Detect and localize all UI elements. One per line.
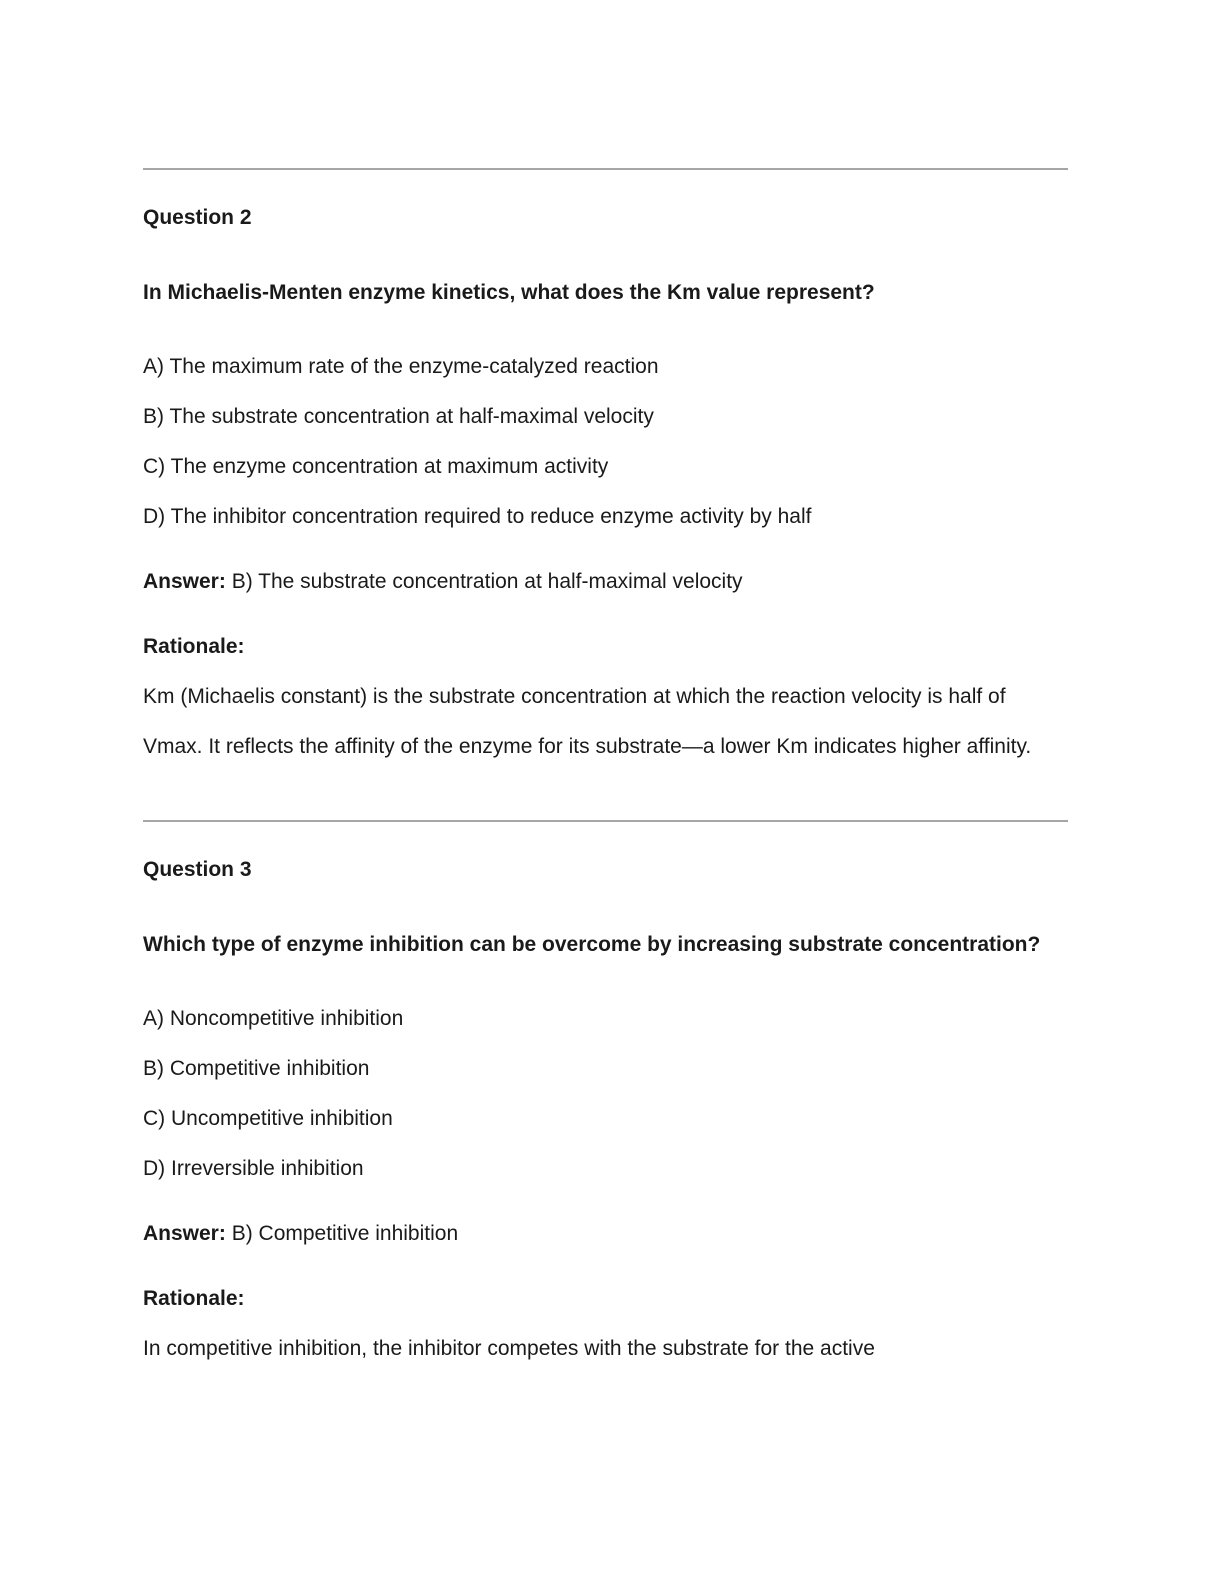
answer-text: B) The substrate concentration at half-maximal velocity xyxy=(225,570,743,593)
option-d: D) The inhibitor concentration required to reduce enzyme activity by half xyxy=(143,505,812,528)
section-divider xyxy=(143,820,1068,822)
rationale-text: Km (Michaelis constant) is the substrate concentration at which the reaction velocity is half of Vmax. It reflects the affinity of the enzyme for its substrate—a lower Km indicates higher affinity. xyxy=(143,685,1032,758)
section-divider xyxy=(143,168,1068,170)
option-c: C) Uncompetitive inhibition xyxy=(143,1107,393,1130)
question-block-3 xyxy=(143,856,1068,1374)
answer-line xyxy=(143,1209,1068,1259)
rationale-text: In competitive inhibition, the inhibitor competes with the substrate for the active xyxy=(143,1337,875,1360)
option-a: A) Noncompetitive inhibition xyxy=(143,1007,404,1030)
options-list xyxy=(143,342,1068,542)
options-list xyxy=(143,994,1068,1194)
answer-line xyxy=(143,557,1068,607)
rationale-label: Rationale: xyxy=(143,635,245,658)
question-text: Which type of enzyme inhibition can be overcome by increasing substrate concentration? xyxy=(143,933,1041,956)
option-a: A) The maximum rate of the enzyme-catalyzed reaction xyxy=(143,355,659,378)
option-c: C) The enzyme concentration at maximum activity xyxy=(143,455,609,478)
answer-text: B) Competitive inhibition xyxy=(225,1222,459,1245)
question-heading: Question 3 xyxy=(143,858,252,881)
option-b: B) The substrate concentration at half-maximal velocity xyxy=(143,405,654,428)
option-d: D) Irreversible inhibition xyxy=(143,1157,364,1180)
answer-label: Answer: xyxy=(143,570,226,593)
option-b: B) Competitive inhibition xyxy=(143,1057,370,1080)
answer-label: Answer: xyxy=(143,1222,226,1245)
question-block-2 xyxy=(143,204,1068,772)
question-text: In Michaelis-Menten enzyme kinetics, what does the Km value represent? xyxy=(143,281,875,304)
rationale-label: Rationale: xyxy=(143,1287,245,1310)
question-heading: Question 2 xyxy=(143,206,252,229)
